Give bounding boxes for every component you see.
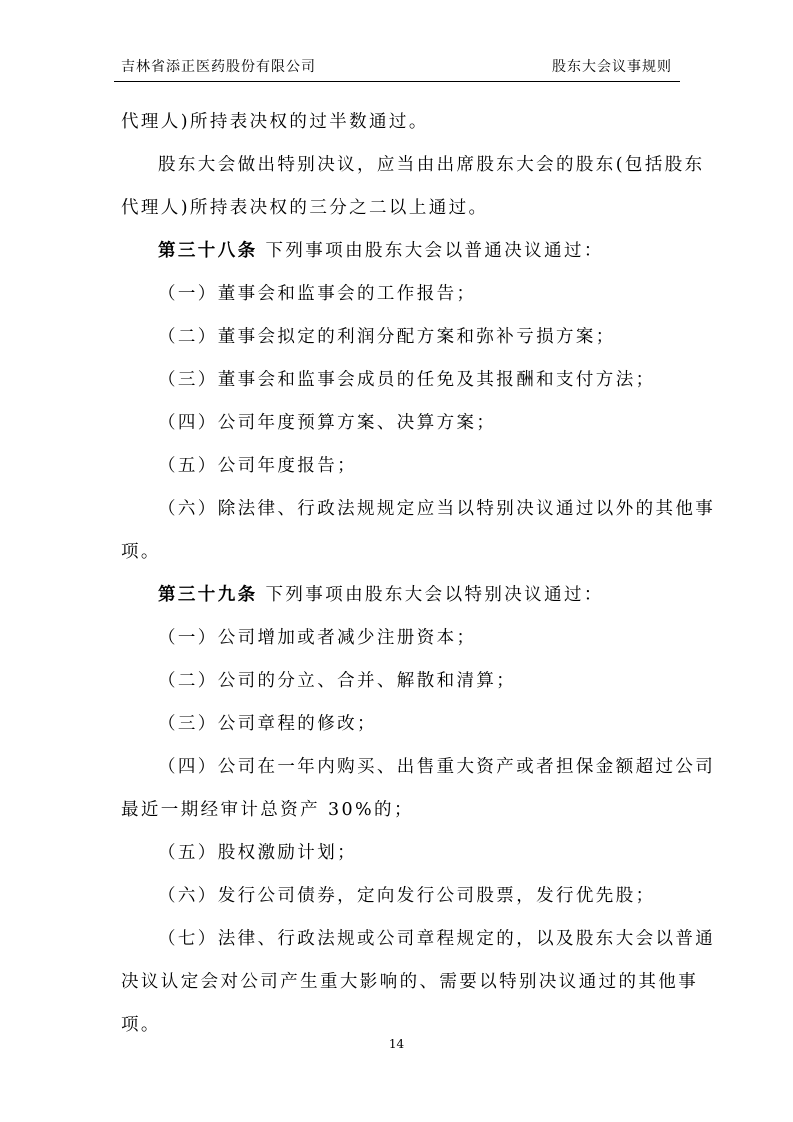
list-item-continuation: 最近一期经审计总资产 30%的； (121, 800, 414, 820)
body-line: 代理人)所持表决权的过半数通过。 (121, 112, 429, 132)
list-item: （六）发行公司债券，定向发行公司股票，发行优先股； (158, 886, 656, 906)
list-item: （一）公司增加或者减少注册资本； (158, 628, 477, 648)
list-item: （六）除法律、行政法规规定应当以特别决议通过以外的其他事 (158, 499, 716, 519)
article-38-title: 第三十八条 (158, 241, 258, 261)
list-item: （四）公司在一年内购买、出售重大资产或者担保金额超过公司 (158, 757, 716, 777)
list-item-continuation: 项。 (121, 1015, 161, 1035)
list-item: （七）法律、行政法规或公司章程规定的，以及股东大会以普通 (158, 929, 716, 949)
article-38-text: 下列事项由股东大会以普通决议通过： (265, 241, 604, 261)
list-item: （三）公司章程的修改； (158, 714, 377, 734)
header-company-name: 吉林省添正医药股份有限公司 (121, 59, 316, 75)
header-document-title: 股东大会议事规则 (552, 59, 672, 75)
page-number: 14 (388, 1037, 405, 1051)
article-39-line (158, 584, 604, 606)
list-item: （二）董事会拟定的利润分配方案和弥补亏损方案； (158, 327, 616, 347)
list-item: （一）董事会和监事会的工作报告； (158, 284, 477, 304)
article-38-line (158, 240, 604, 262)
body-line: 代理人)所持表决权的三分之二以上通过。 (121, 198, 489, 218)
list-item: （二）公司的分立、合并、解散和清算； (158, 671, 517, 691)
list-item-continuation: 决议认定会对公司产生重大影响的、需要以特别决议通过的其他事 (121, 972, 699, 992)
article-39-title: 第三十九条 (158, 585, 258, 605)
header-rule (114, 81, 680, 82)
body-line: 股东大会做出特别决议，应当由出席股东大会的股东(包括股东 (158, 155, 705, 175)
list-item: （五）股权激励计划； (158, 843, 357, 863)
article-39-text: 下列事项由股东大会以特别决议通过： (265, 585, 604, 605)
list-item: （五）公司年度报告； (158, 456, 357, 476)
list-item: （四）公司年度预算方案、决算方案； (158, 413, 497, 433)
list-item-continuation: 项。 (121, 542, 161, 562)
list-item: （三）董事会和监事会成员的任免及其报酬和支付方法； (158, 370, 656, 390)
